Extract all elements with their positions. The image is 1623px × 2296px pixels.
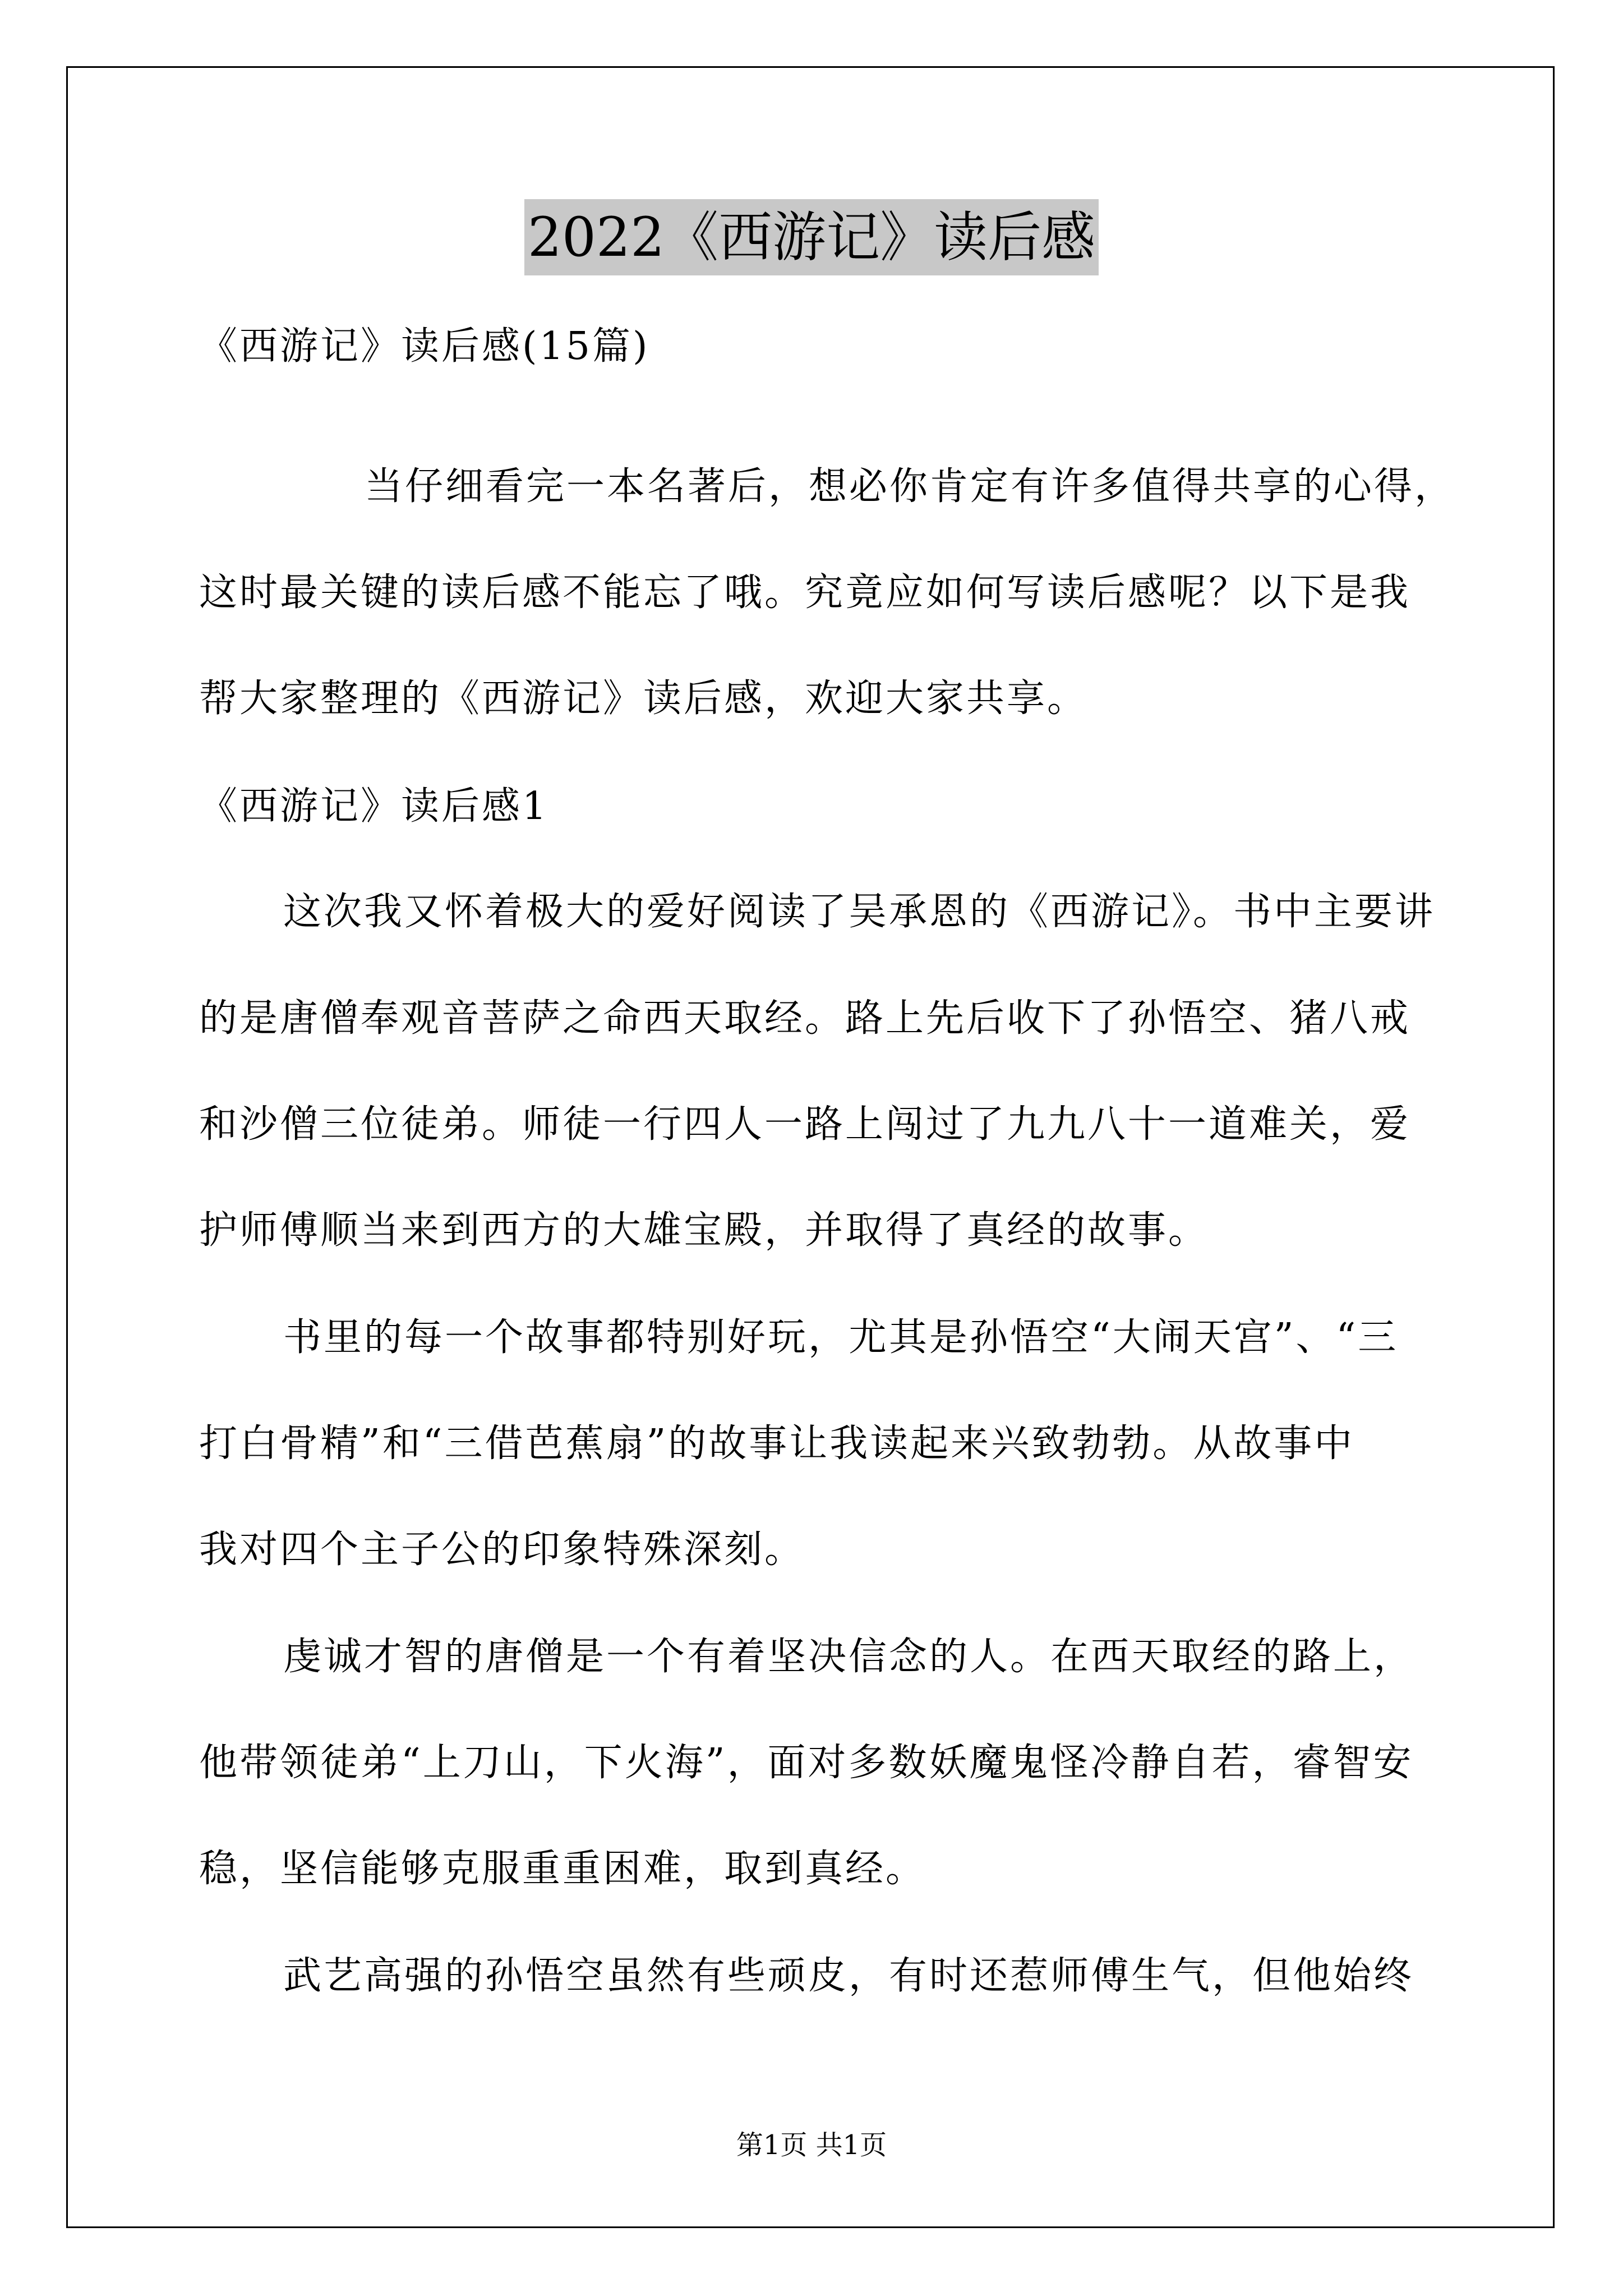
paragraph-line: 武艺高强的孙悟空虽然有些顽皮，有时还惹师傅生气，但他始终 [283, 1954, 1414, 1998]
paragraph-line: 虔诚才智的唐僧是一个有着坚决信念的人。在西天取经的路上， [283, 1635, 1414, 1679]
paragraph-line: 这时最关键的读后感不能忘了哦。究竟应如何写读后感呢？以下是我 [199, 570, 1411, 615]
paragraph-line: 他带领徒弟“上刀山，下火海”，面对多数妖魔鬼怪冷静自若，睿智安 [199, 1741, 1414, 1785]
paragraph-line: 稳，坚信能够克服重重困难，取到真经。 [199, 1847, 926, 1891]
paragraph-line: 护师傅顺当来到西方的大雄宝殿，并取得了真经的故事。 [199, 1208, 1209, 1253]
paragraph-line: 打白骨精”和“三借芭蕉扇”的故事让我读起来兴致勃勃。从故事中 [199, 1421, 1355, 1466]
paragraph-line: 帮大家整理的《西游记》读后感，欢迎大家共享。 [199, 677, 1088, 721]
paragraph-line: 当仔细看完一本名著后，想必你肯定有许多值得共享的心得， [365, 464, 1455, 509]
title-container [0, 199, 1623, 275]
subtitle-line: 《西游记》读后感(15篇) [199, 324, 650, 369]
paragraph-line: 我对四个主子公的印象特殊深刻。 [199, 1527, 805, 1572]
section-heading: 《西游记》读后感1 [199, 784, 549, 829]
paragraph-line: 这次我又怀着极大的爱好阅读了吴承恩的《西游记》。书中主要讲 [283, 890, 1436, 934]
page-footer: 第1页 共1页 [736, 2129, 887, 2161]
paragraph-line: 和沙僧三位徒弟。师徒一行四人一路上闯过了九九八十一道难关，爱 [199, 1102, 1411, 1147]
paragraph-line: 的是唐僧奉观音菩萨之命西天取经。路上先后收下了孙悟空、猪八戒 [199, 996, 1411, 1041]
paragraph-line: 书里的每一个故事都特别好玩，尤其是孙悟空“大闹天宫”、“三 [283, 1315, 1399, 1360]
document-title: 2022《西游记》读后感 [524, 199, 1099, 275]
